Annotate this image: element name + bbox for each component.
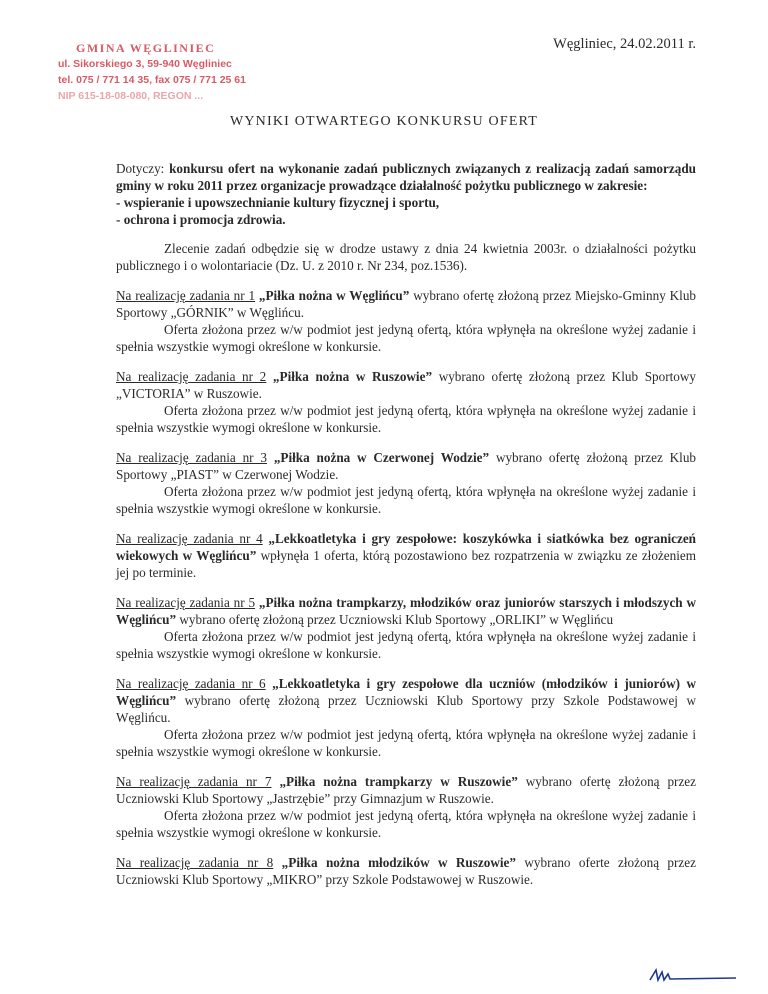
task-name: „Piłka nożna w Węglińcu” [258,288,410,303]
document-title: WYNIKI OTWARTEGO KONKURSU OFERT [229,114,539,129]
task-note: Oferta złożona przez w/w podmiot jest jedyną ofertą, która wpłynęła na określone wyżej zadanie i spełnia wszystkie wymogi określone w konkursie. [116,484,696,516]
subject-item-1: - wspieranie i upowszechnianie kultury fizycznej i sportu, [116,195,440,210]
task-name: „Lekkoatletyka i gry zespołowe dla uczniów (młodzików i juniorów) w Węglińcu” [116,676,696,708]
task-text: wybrano ofertę złożoną przez Uczniowski Klub Sportowy przy Szkole Podstawowej w Węglińcu. [116,693,696,725]
task-name: „Piłka nożna w Czerwonej Wodzie” [273,450,490,465]
subject-item-2: - ochrona i promocja zdrowia. [116,212,286,227]
task-note: Oferta złożona przez w/w podmiot jest jedyną ofertą, która wpłynęła na określone wyżej zadanie i spełnia wszystkie wymogi określone w konkursie. [116,727,696,759]
task-7 [116,773,696,841]
task-note: Oferta złożona przez w/w podmiot jest jedyną ofertą, która wpłynęła na określone wyżej zadanie i spełnia wszystkie wymogi określone w konkursie. [116,403,696,435]
subject-label: Dotyczy: [116,161,170,176]
office-stamp [58,40,278,104]
task-label: Na realizację zadania nr 8 [116,855,274,870]
task-3 [116,449,696,517]
task-name: „Piłka nożna trampkarzy w Ruszowie” [279,774,518,789]
task-label: Na realizację zadania nr 3 [116,450,267,465]
document-body [116,160,696,888]
task-name: „Piłka nożna w Ruszowie” [272,369,433,384]
task-label: Na realizację zadania nr 2 [116,369,267,384]
task-label: Na realizację zadania nr 1 [116,288,256,303]
task-note: Oferta złożona przez w/w podmiot jest jedyną ofertą, która wpłynęła na określone wyżej zadanie i spełnia wszystkie wymogi określone w konkursie. [116,629,696,661]
task-text: wybrano ofertę złożoną przez Klub Sportowy „VICTORIA” w Ruszowie. [116,369,696,401]
task-text: wybrano ofertę złożoną przez Uczniowski Klub Sportowy „ORLIKI” w Węglińcu [179,612,614,627]
subject-paragraph [116,160,696,228]
task-label: Na realizację zadania nr 6 [116,676,266,691]
task-text: wybrano ofertę złożoną przez Miejsko-Gminny Klub Sportowy „GÓRNIK” w Węglińcu. [116,288,697,320]
task-text: wpłynęła 1 oferta, którą pozostawiono bez rozpatrzenia w związku ze złożeniem jej po terminie. [116,548,697,580]
task-label: Na realizację zadania nr 4 [116,531,263,546]
stamp-line-2: ul. Sikorskiego 3, 59-940 Węgliniec [58,58,232,70]
stamp-line-3: tel. 075 / 771 14 35, fax 075 / 771 25 61 [58,74,246,86]
subject-text: konkursu ofert na wykonanie zadań publicznych związanych z realizacją zadań samorządu gminy w roku 2011 przez organizacje prowadzące działalność pożytku publicznego w zakresie: [116,161,696,193]
task-8 [116,854,696,888]
task-label: Na realizację zadania nr 5 [116,595,256,610]
task-6 [116,675,696,760]
task-name: „Lekkoatletyka i gry zespołowe: koszykówka i siatkówka bez ograniczeń wiekowych w Węglińcu” [116,531,697,563]
task-2 [116,368,696,436]
signature-scribble [648,966,738,986]
task-text: wybrano oferte złożoną przez Uczniowski Klub Sportowy „MIKRO” przy Szkole Podstawowej w Ruszowie. [116,855,696,887]
document-date: Węgliniec, 24.02.2011 r. [553,36,696,52]
task-name: „Piłka nożna trampkarzy, młodzików oraz juniorów starszych i młodszych w Węglińcu” [116,595,696,627]
task-1 [116,287,696,355]
intro-paragraph: Zlecenie zadań odbędzie się w drodze ustawy z dnia 24 kwietnia 2003r. o działalności pożytku publicznego i o wolontariacie (Dz. U. z 2010 r. Nr 234, poz.1536). [116,241,696,273]
task-note: Oferta złożona przez w/w podmiot jest jedyną ofertą, która wpłynęła na określone wyżej zadanie i spełnia wszystkie wymogi określone w konkursie. [116,322,696,354]
stamp-line-4: NIP 615-18-08-080, REGON ... [58,90,204,102]
task-name: „Piłka nożna młodzików w Ruszowie” [281,855,516,870]
task-label: Na realizację zadania nr 7 [116,774,272,789]
stamp-line-1: GMINA WĘGLINIEC [76,41,216,55]
task-4 [116,530,696,581]
task-text: wybrano ofertę złożoną przez Klub Sportowy „PIAST” w Czerwonej Wodzie. [116,450,697,482]
task-5 [116,594,696,662]
task-note: Oferta złożona przez w/w podmiot jest jedyną ofertą, która wpłynęła na określone wyżej zadanie i spełnia wszystkie wymogi określone w konkursie. [116,808,696,840]
task-text: wybrano ofertę złożoną przez Uczniowski Klub Sportowy „Jastrzębie” przy Gimnazjum w Ruszowie. [116,774,697,806]
